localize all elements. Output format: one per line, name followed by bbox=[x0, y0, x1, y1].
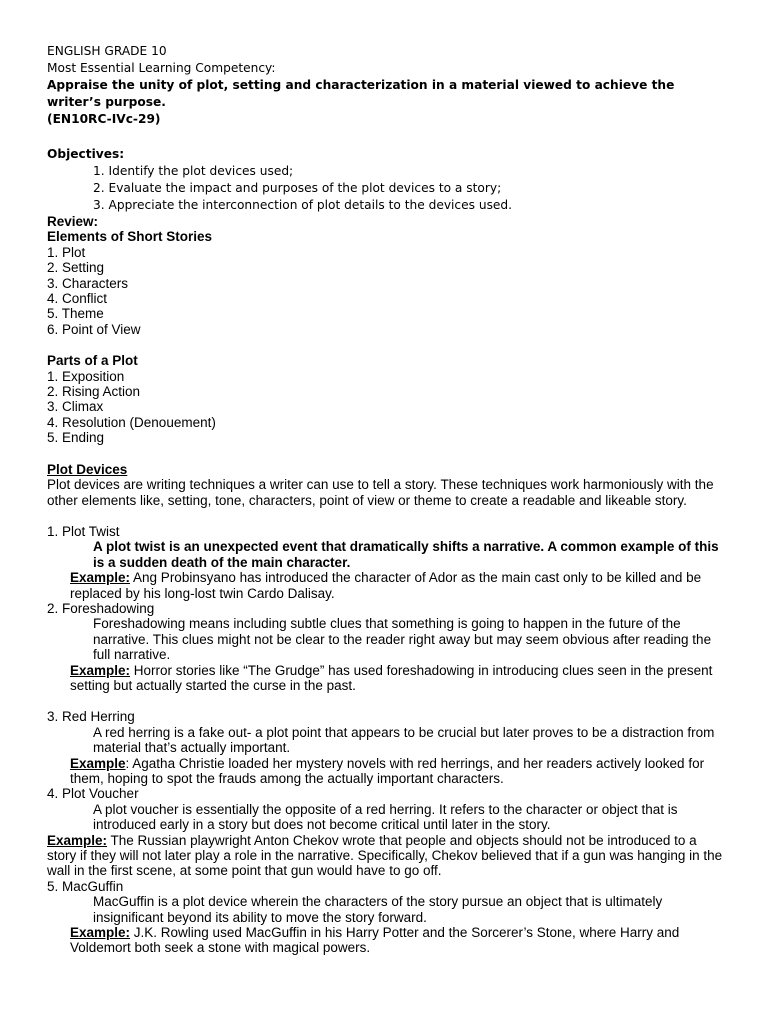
example-label: Example: bbox=[47, 832, 108, 848]
example-text: The Russian playwright Anton Chekov wrote that people and objects should not be introduced to a story if they will not later play a role in the narrative. Specifically, Chekov believed that if a gun was hanging in the wall in the first scene, at some point that gun would have to go off. bbox=[47, 832, 723, 879]
plot-parts-title: Parts of a Plot bbox=[47, 353, 138, 369]
list-item: 2. Setting bbox=[47, 260, 105, 276]
plot-twist-example bbox=[47, 570, 727, 601]
example-text: Ang Probinsyano has introduced the character of Ador as the main cast only to be killed and be replaced by his long-lost twin Cardo Dalisay. bbox=[70, 570, 702, 601]
list-item: 4. Resolution (Denouement) bbox=[47, 414, 216, 430]
plot-twist-title: 1. Plot Twist bbox=[47, 523, 120, 539]
red-herring-example bbox=[47, 756, 727, 787]
review-title: Review: bbox=[47, 214, 99, 229]
list-item: 5. Theme bbox=[47, 306, 104, 322]
competency-text: Appraise the unity of plot, setting and characterization in a material viewed to achieve the writer’s purpose. bbox=[47, 78, 675, 109]
objectives-title: Objectives: bbox=[47, 147, 125, 161]
list-item: 6. Point of View bbox=[47, 321, 141, 337]
plot-devices-intro: Plot devices are writing techniques a writer can use to tell a story. These techniques work harmoniously with the other elements like, setting, tone, characters, point of view or theme to create a readable and likeable story. bbox=[47, 477, 714, 508]
example-label: Example: bbox=[70, 570, 131, 586]
foreshadowing-example bbox=[47, 663, 727, 694]
plot-voucher-definition: A plot voucher is essentially the opposite of a red herring. It refers to the character or object that is introduced early in a story but does not become critical until later in the story. bbox=[93, 801, 678, 833]
red-herring-definition: A red herring is a fake out- a plot point that appears to be crucial but later proves to be a distraction from material that’s actually important. bbox=[93, 724, 715, 756]
macguffin-definition: MacGuffin is a plot device wherein the characters of the story pursue an object that is ultimately insignificant beyond its ability to move the story forward. bbox=[93, 894, 663, 925]
example-text: Horror stories like “The Grudge” has used foreshadowing in introducing clues seen in the present setting but actually started the curse in the past. bbox=[70, 662, 713, 693]
list-item: 4. Conflict bbox=[47, 291, 108, 307]
example-label: Example: bbox=[70, 662, 131, 678]
example-text: : Agatha Christie loaded her mystery novels with red herrings, and her readers actively looked for them, hoping to spot the frauds among the actually important characters. bbox=[70, 755, 705, 786]
list-item: 3. Climax bbox=[47, 399, 104, 415]
foreshadowing-title: 2. Foreshadowing bbox=[47, 600, 155, 616]
example-text: J.K. Rowling used MacGuffin in his Harry Potter and the Sorcerer’s Stone, where Harry and Voldemort both seek a stone with magical powers. bbox=[70, 925, 680, 956]
plot-devices-title: Plot Devices bbox=[47, 461, 128, 477]
grade-heading: ENGLISH GRADE 10 bbox=[47, 44, 167, 58]
red-herring-title: 3. Red Herring bbox=[47, 709, 135, 725]
objective-item: 2. Evaluate the impact and purposes of the plot devices to a story; bbox=[93, 181, 502, 195]
plot-twist-definition: A plot twist is an unexpected event that dramatically shifts a narrative. A common example of this is a sudden death of the main character. bbox=[93, 539, 719, 570]
example-label: Example: bbox=[70, 925, 131, 941]
document-page bbox=[47, 43, 727, 956]
list-item: 1. Exposition bbox=[47, 368, 125, 384]
list-item: 1. Plot bbox=[47, 244, 86, 260]
macguffin-example bbox=[47, 925, 727, 956]
example-label: Example bbox=[70, 755, 126, 771]
foreshadowing-definition: Foreshadowing means including subtle clues that something is going to happen in the future of the narrative. This clues might not be clear to the reader right away but may seem obvious after reading the full narrative. bbox=[93, 616, 712, 663]
plot-voucher-example bbox=[47, 833, 727, 879]
competency-code: (EN10RC-IVc-29) bbox=[47, 112, 161, 126]
competency-label: Most Essential Learning Competency: bbox=[47, 61, 276, 75]
macguffin-title: 5. MacGuffin bbox=[47, 878, 124, 894]
list-item: 2. Rising Action bbox=[47, 384, 141, 400]
objective-item: 1. Identify the plot devices used; bbox=[93, 164, 294, 178]
list-item: 5. Ending bbox=[47, 430, 105, 446]
list-item: 3. Characters bbox=[47, 275, 129, 291]
objective-item: 3. Appreciate the interconnection of plot details to the devices used. bbox=[93, 198, 513, 212]
review-subtitle: Elements of Short Stories bbox=[47, 229, 213, 245]
plot-voucher-title: 4. Plot Voucher bbox=[47, 786, 139, 802]
